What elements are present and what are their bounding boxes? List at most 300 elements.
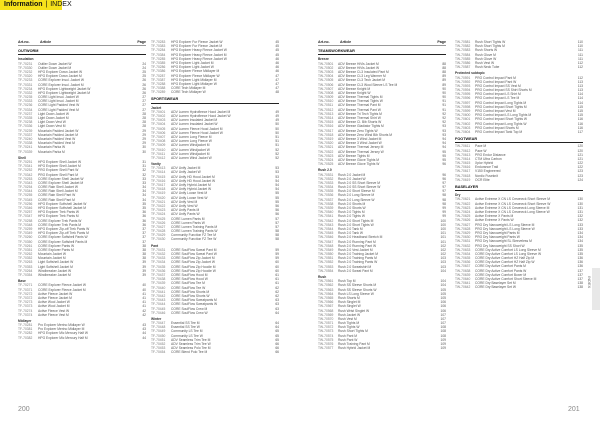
- article-name: Rush Glove W: [475, 56, 497, 61]
- article-number: TF-70435: [151, 264, 166, 269]
- page-ref: 41: [142, 300, 146, 305]
- page-ref: 121: [577, 152, 583, 157]
- page-ref: 102: [440, 252, 446, 257]
- article-number: TF-70252: [18, 168, 33, 173]
- article-number: TW-70631: [455, 239, 471, 244]
- article-name: Mountain Parka W: [38, 145, 66, 150]
- article-number: TF-70258: [18, 218, 33, 223]
- page-ref: 28: [142, 116, 146, 121]
- index-row[interactable]: [151, 311, 279, 315]
- article-number: TF-70418: [151, 187, 166, 192]
- section-heading: SPORTSWEAR: [151, 97, 279, 103]
- index-row[interactable]: [318, 269, 446, 273]
- article-number: TF-70320: [18, 74, 33, 79]
- page-ref: 61: [275, 277, 279, 282]
- article-number: TF-70445: [151, 306, 166, 311]
- page-ref: 99: [442, 214, 446, 219]
- article-name: CORE Dry Baselayer Set M: [475, 281, 516, 286]
- article-number: TF-70439: [151, 281, 166, 286]
- article-name: Pace M: [475, 144, 487, 149]
- page-ref: 26: [142, 78, 146, 83]
- article-number: TW-70535: [318, 189, 334, 194]
- index-row[interactable]: [318, 346, 446, 350]
- page-ref: 30: [142, 149, 146, 154]
- article-number: TF-70387: [151, 77, 166, 82]
- article-number: TW-70632: [455, 243, 471, 248]
- page-ref: 96: [442, 162, 446, 167]
- article-name: CORE SoulFlow Crew M: [171, 306, 208, 311]
- page-ref: 57: [275, 224, 279, 229]
- page-ref: 92: [442, 116, 446, 121]
- page-ref: 55: [275, 191, 279, 196]
- article-number: TW-70507: [318, 86, 334, 91]
- page-ref: 33: [142, 180, 146, 185]
- article-number: TW-70550: [318, 252, 334, 257]
- page-ref: 109: [440, 337, 446, 342]
- article-name: Outlier Down Jacket M: [38, 65, 72, 70]
- article-number: TF-70450: [151, 333, 166, 338]
- article-number: TF-70426: [151, 220, 166, 225]
- article-name: ADV Lumen Long Fleece W: [171, 139, 212, 144]
- article-number: TF-70342: [18, 172, 33, 177]
- article-name: Rush 2.0 Short Tights M: [338, 218, 374, 223]
- article-number: TW-70619: [455, 177, 471, 182]
- article-name: Rush 2.0 SS Short Sleeve M: [338, 180, 380, 185]
- page-ref: 45: [275, 40, 279, 44]
- article-name: Active Extreme X CN LS Crewneck Long Sleeve M: [475, 205, 550, 210]
- article-name: CORE Rain Shell Pant W: [38, 193, 76, 198]
- article-name: Light Down Vest M: [38, 124, 66, 129]
- article-name: ADV Lumen Windjacket W: [171, 147, 210, 152]
- page-ref: 132: [577, 218, 583, 223]
- page-ref: 133: [577, 222, 583, 227]
- page-ref: 33: [142, 176, 146, 181]
- page-ref: 43: [142, 323, 146, 328]
- article-number: TW-70597: [455, 100, 471, 105]
- article-number: TW-70509: [318, 95, 334, 100]
- article-number: TW-70515: [318, 120, 334, 125]
- article-name: Active Extreme X CN LS Crewneck Long Sleeve W: [475, 210, 550, 214]
- page-ref: 97: [442, 185, 446, 190]
- article-name: ADV Lumen Hydrofleece Hood Jacket W: [171, 114, 231, 119]
- page-ref: 58: [275, 229, 279, 234]
- article-number: TW-70502: [318, 65, 334, 70]
- article-name: CORE Explorer Fleece Jacket M: [38, 287, 86, 292]
- article-number: TF-70336: [18, 124, 33, 129]
- index-row[interactable]: [151, 350, 279, 354]
- article-name: Outlier Down Jacket W: [38, 61, 72, 66]
- page-ref: 99: [442, 210, 446, 215]
- article-name: HPG Explorer Shell Jacket W: [38, 159, 82, 164]
- column-header: [18, 40, 146, 46]
- column-header: [318, 40, 446, 46]
- article-number: TW-70565: [318, 295, 334, 300]
- page-ref: 88: [442, 69, 446, 74]
- article-number: TW-70546: [318, 235, 334, 240]
- article-number: TW-70532: [318, 176, 334, 181]
- article-number: TF-70406: [151, 130, 166, 135]
- page-ref: 108: [440, 333, 446, 338]
- article-number: TW-70598: [455, 104, 471, 109]
- article-number: TF-70419: [151, 191, 166, 196]
- article-name: ADV Unify Loose Vest W: [171, 195, 208, 200]
- page-ref: 105: [440, 295, 446, 300]
- article-number: TW-70552: [318, 260, 334, 265]
- page-ref: 138: [577, 281, 583, 286]
- index-row[interactable]: [151, 156, 279, 160]
- article-name: Rush Glove M: [475, 52, 496, 57]
- article-number: TW-70525: [318, 162, 334, 167]
- article-name: PRO Control Impact SS Vest M: [475, 83, 521, 88]
- index-row[interactable]: [151, 90, 279, 94]
- article-number: TF-70444: [151, 302, 166, 307]
- page-ref: 39: [142, 273, 146, 277]
- page-ref: 56: [275, 212, 279, 217]
- article-name: CORE SoulFlow Sweat Pant W: [171, 252, 217, 257]
- page-ref: 62: [275, 285, 279, 290]
- article-name: CTM Ultra Carbon: [475, 156, 502, 161]
- article-name: Mountain Padded Vest W: [38, 136, 76, 141]
- article-number: TF-70427: [151, 224, 166, 229]
- page-ref: 36: [142, 218, 146, 223]
- index-row[interactable]: [455, 65, 583, 69]
- article-name: Rush 2.0 Shorts M: [338, 201, 366, 206]
- article-number: TF-70373: [18, 304, 33, 309]
- article-name: CORE Light Padded Vest M: [38, 107, 79, 112]
- page-ref: 46: [275, 60, 279, 65]
- subsection-heading: Shell: [18, 155, 26, 160]
- article-number: TF-70428: [151, 229, 166, 234]
- index-row[interactable]: [455, 178, 583, 182]
- article-number: TW-70627: [455, 222, 471, 227]
- article-number: TF-70341: [18, 164, 33, 169]
- page-ref: 105: [440, 291, 446, 296]
- page-ref: 27: [142, 95, 146, 100]
- page-ref: 47: [275, 86, 279, 91]
- article-name: Pace W: [475, 148, 487, 153]
- article-name: Mountain Parka M: [38, 149, 65, 154]
- article-number: TW-70616: [455, 165, 471, 170]
- page-ref: 65: [275, 337, 279, 342]
- article-name: PRO Control Impact LS Tee M: [475, 96, 520, 101]
- article-number: TW-70572: [318, 325, 334, 330]
- article-number: TW-70523: [318, 153, 334, 158]
- article-number: TF-70272: [18, 291, 33, 296]
- article-number: TF-70344: [18, 189, 33, 194]
- page-ref: 95: [442, 157, 446, 162]
- article-number: TW-70577: [318, 346, 334, 351]
- article-name: CORE Explorer Softshell Pants M: [38, 239, 88, 244]
- page-ref: 54: [275, 183, 279, 188]
- article-name: PRO Dry Nanoweight LS Long Sleeve W: [475, 226, 535, 231]
- page-ref: 54: [275, 187, 279, 192]
- page-ref: 38: [142, 247, 146, 252]
- article-name: ADV Unify Vest M: [171, 199, 198, 204]
- article-name: Active Wool Jacket M: [38, 304, 70, 309]
- article-number: TF-70253: [18, 176, 33, 181]
- index-row[interactable]: [318, 162, 446, 166]
- article-number: TW-70554: [318, 268, 334, 273]
- article-name: Essential SS Tee M: [171, 321, 200, 326]
- article-name: CORE Dry Active Comfort Pants W: [475, 268, 527, 273]
- page-ref: 53: [275, 166, 279, 171]
- page-ref: 109: [440, 346, 446, 351]
- article-number: TW-70623: [455, 205, 471, 210]
- subsection-heading: Base: [18, 279, 26, 284]
- article-number: TF-70257: [18, 210, 33, 215]
- article-number: TW-70537: [318, 197, 334, 202]
- article-name: CORE SoulFlow Tee W: [171, 285, 206, 290]
- article-number: TF-70402: [151, 114, 166, 119]
- page-ref: 53: [275, 174, 279, 179]
- article-name: ADV Lumen Wind Jacket W: [171, 155, 212, 160]
- article-number: TF-70409: [151, 143, 166, 148]
- article-number: TF-70349: [18, 231, 33, 236]
- page-ref: 37: [142, 226, 146, 231]
- article-name: PRO Explorer Shell Pant W: [38, 168, 79, 173]
- page-ref: 62: [275, 293, 279, 298]
- article-number: TF-70334: [18, 107, 33, 112]
- page-ref: 89: [442, 78, 446, 83]
- article-name: Rush Short Tights M: [475, 44, 505, 49]
- page-ref: 59: [275, 252, 279, 257]
- article-name: Rush 2.0 Short Tights W: [338, 222, 374, 227]
- page-ref: 59: [275, 247, 279, 252]
- page-ref: 63: [275, 302, 279, 307]
- article-number: TF-70446: [151, 310, 166, 315]
- article-number: TW-70618: [455, 173, 471, 178]
- article-number: TW-70585: [455, 56, 471, 61]
- page-ref: 107: [440, 312, 446, 317]
- page-ref: 97: [442, 180, 446, 185]
- article-name: Active Fleece Jacket M: [38, 295, 72, 300]
- article-name: ADV Breeze 3 Wind Jacket M: [338, 136, 382, 141]
- article-name: HPG Explorer Light Jacket M: [171, 60, 214, 65]
- page-ref: 36: [142, 210, 146, 215]
- article-name: ADV Breeze Thermal Tights W: [338, 99, 383, 104]
- article-name: Light Down Vest W: [38, 120, 66, 125]
- article-number: TF-70440: [151, 285, 166, 290]
- article-name: CORE Dry Active Comfort Pants M: [475, 264, 526, 269]
- article-name: Rush 2.0 Long Sleeve M: [338, 193, 375, 198]
- article-number: TW-70575: [318, 337, 334, 342]
- article-name: Windbreaker Jacket M: [38, 273, 71, 277]
- article-number: TW-70561: [318, 279, 334, 284]
- page-ref: 63: [275, 298, 279, 303]
- page-ref: 40: [142, 283, 146, 288]
- article-name: HPG Explorer Lightweight Jacket M: [38, 90, 91, 95]
- page-ref: 49: [275, 114, 279, 119]
- article-name: PRO Endur Distance: [475, 152, 506, 157]
- article-name: PRO Control Impact LS Shirt M: [475, 92, 521, 97]
- article-name: HPG Explorer Trek Pants W: [38, 210, 80, 215]
- article-number: TF-70260: [18, 235, 33, 240]
- article-number: TW-70602: [455, 121, 471, 126]
- article-name: ADV Breeze HiVis Jacket M: [338, 61, 379, 66]
- article-number: TW-70624: [455, 210, 471, 214]
- article-number: TW-70514: [318, 116, 334, 121]
- article-number: TF-70438: [151, 277, 166, 282]
- article-name: Rush Neck Tube: [475, 65, 500, 70]
- article-number: TF-70385: [151, 60, 166, 65]
- article-number: TF-70424: [151, 212, 166, 217]
- article-number: TW-70567: [318, 304, 334, 309]
- article-number: TW-70641: [455, 281, 471, 286]
- article-number: TF-70241: [18, 145, 33, 150]
- article-name: ADV Breeze Cl. Bib Shorts W: [338, 120, 382, 125]
- article-name: CORE Light Insul. Jacket M: [38, 99, 79, 104]
- page-ref: 37: [142, 235, 146, 240]
- article-number: TW-70615: [455, 161, 471, 166]
- article-name: ADV Breeze Zero Wind Bib Shorts M: [338, 132, 393, 137]
- article-name: ADV Unify Loose Vest M: [171, 191, 208, 196]
- article-name: ADV Lumen Insulated Jacket M: [171, 118, 218, 123]
- page-ref: 115: [577, 104, 583, 109]
- page-ref: 57: [275, 220, 279, 225]
- article-name: CORE Explorer Softshell Pants W: [38, 235, 88, 240]
- article-number: TW-70595: [455, 92, 471, 97]
- page-ref: 111: [577, 56, 583, 61]
- page-ref: 137: [577, 268, 583, 273]
- article-number: TW-70516: [318, 124, 334, 129]
- page-ref: 106: [440, 304, 446, 309]
- article-name: Light Softshell Jacket M: [38, 264, 73, 269]
- article-name: CORE SoulFlow Zip Hoodie M: [171, 264, 216, 269]
- article-name: Rush 2.0 Shorts W: [338, 206, 366, 210]
- article-number: TF-70343: [18, 180, 33, 185]
- page-ref: 115: [577, 113, 583, 118]
- article-number: TW-70622: [455, 201, 471, 206]
- index-row[interactable]: [18, 313, 146, 317]
- header-page-type: INDEX: [50, 1, 72, 8]
- page-ref: 137: [577, 272, 583, 277]
- article-number: TF-70348: [18, 222, 33, 227]
- article-name: PRO Control Impact Tank Top M: [475, 129, 523, 134]
- article-name: HPG Explorer Light Jacket W: [171, 65, 214, 70]
- article-name: PRO Control Impact Short Tights M: [475, 104, 527, 109]
- index-row[interactable]: [18, 273, 146, 277]
- article-name: PRO Dry Nanoweight LS Long Sleeve M: [475, 222, 535, 227]
- article-number: TF-70259: [18, 226, 33, 231]
- page-ref: 89: [442, 82, 446, 87]
- page-ref: 47: [275, 81, 279, 86]
- article-number: TF-70237: [18, 111, 33, 116]
- page-ref: 48: [275, 90, 279, 95]
- article-number: TF-70442: [151, 293, 166, 298]
- article-number: TF-70403: [151, 118, 166, 123]
- article-name: HPG Explorer Down Jacket M: [38, 74, 82, 79]
- article-name: PRO Dry Nanoweight SL Sleeveless M: [475, 239, 532, 244]
- page-ref: 65: [275, 329, 279, 334]
- subsection-heading: Vanity: [151, 162, 161, 167]
- article-name: ADV Breeze Tri Tech Tights M: [338, 111, 382, 116]
- article-name: HPG Explorer Fur Fleece Jacket M: [171, 44, 223, 49]
- index-side-tab[interactable]: [587, 268, 600, 310]
- page-ref: 95: [442, 149, 446, 154]
- article-name: CORE Explorer Pants W: [38, 243, 75, 248]
- article-name: ADV Breeze CL3 Insulated Pant M: [338, 69, 389, 74]
- page-ref: 59: [275, 256, 279, 261]
- article-name: Rush Short Tights M: [338, 329, 368, 334]
- article-name: PRO Control Impact Pant W: [475, 79, 517, 84]
- article-number: TW-70524: [318, 157, 334, 162]
- subsection-heading: Rush: [318, 275, 327, 279]
- page-ref: 114: [577, 100, 583, 105]
- page-ref: 47: [275, 77, 279, 82]
- section-heading: FOOTWEAR: [455, 137, 583, 143]
- index-row[interactable]: [18, 336, 146, 340]
- page-ref: 49: [275, 109, 279, 114]
- page-ref: 100: [440, 218, 446, 223]
- article-number: TF-70451: [151, 337, 166, 342]
- article-name: ADV Seamless Polo Tee M: [171, 346, 211, 351]
- article-number: TW-70548: [318, 243, 334, 248]
- page-ref: 113: [577, 88, 583, 93]
- section-heading: TEAMSWORKWEAR: [318, 49, 446, 55]
- page-ref: 97: [442, 189, 446, 194]
- page-ref: 107: [440, 321, 446, 326]
- page-ref: 52: [275, 147, 279, 152]
- index-row[interactable]: [18, 150, 146, 154]
- page-ref: 39: [142, 268, 146, 273]
- article-number: TW-70501: [318, 61, 334, 66]
- article-name: ADV Lumen Fleece Hood Jacket M: [171, 126, 223, 131]
- page-ref: 61: [275, 281, 279, 286]
- article-name: CORE Dry Active Comfort LS Long Sleeve W: [475, 251, 542, 256]
- article-name: HPG Explorer Shell Jacket M: [38, 164, 81, 169]
- article-number: TF-70405: [151, 126, 166, 131]
- article-number: TF-70351: [18, 247, 33, 252]
- page-ref: 104: [440, 268, 446, 273]
- article-name: ADV Breeze CL3 Leg Warmer M: [338, 74, 386, 79]
- index-row[interactable]: [151, 237, 279, 241]
- article-name: HPG Explorer Zip-off Trek Pants M: [38, 231, 89, 236]
- index-row[interactable]: [455, 130, 583, 134]
- article-name: Pro Explorer Merino Midlayer W: [38, 323, 85, 328]
- article-number: TW-70534: [318, 185, 334, 190]
- page-ref: 44: [142, 335, 146, 340]
- article-number: TF-70413: [151, 166, 166, 171]
- column-header-page: Page: [437, 40, 446, 44]
- article-name: HPG Explorer Fleece Midlayer M: [171, 69, 220, 74]
- page-ref: 134: [577, 239, 583, 244]
- article-name: ADV Unify HD Hood Jacket M: [171, 174, 215, 179]
- article-name: HPG Explorer Heavy Fleece Jacket M: [171, 52, 227, 57]
- subsection-heading: Midlayer: [18, 318, 32, 323]
- article-number: TF-70286: [151, 65, 166, 70]
- article-name: PRO Control Impact SS Shirt Shorts M: [475, 88, 532, 93]
- page-ref: 56: [275, 203, 279, 208]
- page-number-right: 201: [568, 406, 580, 413]
- page-ref: 135: [577, 243, 583, 248]
- page-ref: 49: [275, 118, 279, 123]
- article-name: ADV Lumen Windjacket M: [171, 143, 210, 148]
- page-ref: 53: [275, 170, 279, 175]
- page-ref: 32: [142, 168, 146, 173]
- article-number: TW-70604: [455, 129, 471, 134]
- index-row[interactable]: [455, 285, 583, 289]
- page-ref: 117: [577, 129, 583, 134]
- article-name: Rush 2.0 Sweat Pant M: [338, 268, 373, 273]
- page-ref: 114: [577, 96, 583, 101]
- page-ref: 136: [577, 264, 583, 269]
- article-name: CORE Dry Active Comfort LS Long Sleeve M: [475, 247, 541, 252]
- article-number: TW-70591: [455, 75, 471, 80]
- article-number: TW-70566: [318, 300, 334, 305]
- page-ref: 88: [442, 65, 446, 70]
- article-name: CORE Explorer Insul. Jacket M: [38, 82, 84, 87]
- article-name: PRO Control Impact Long Tights M: [475, 100, 527, 105]
